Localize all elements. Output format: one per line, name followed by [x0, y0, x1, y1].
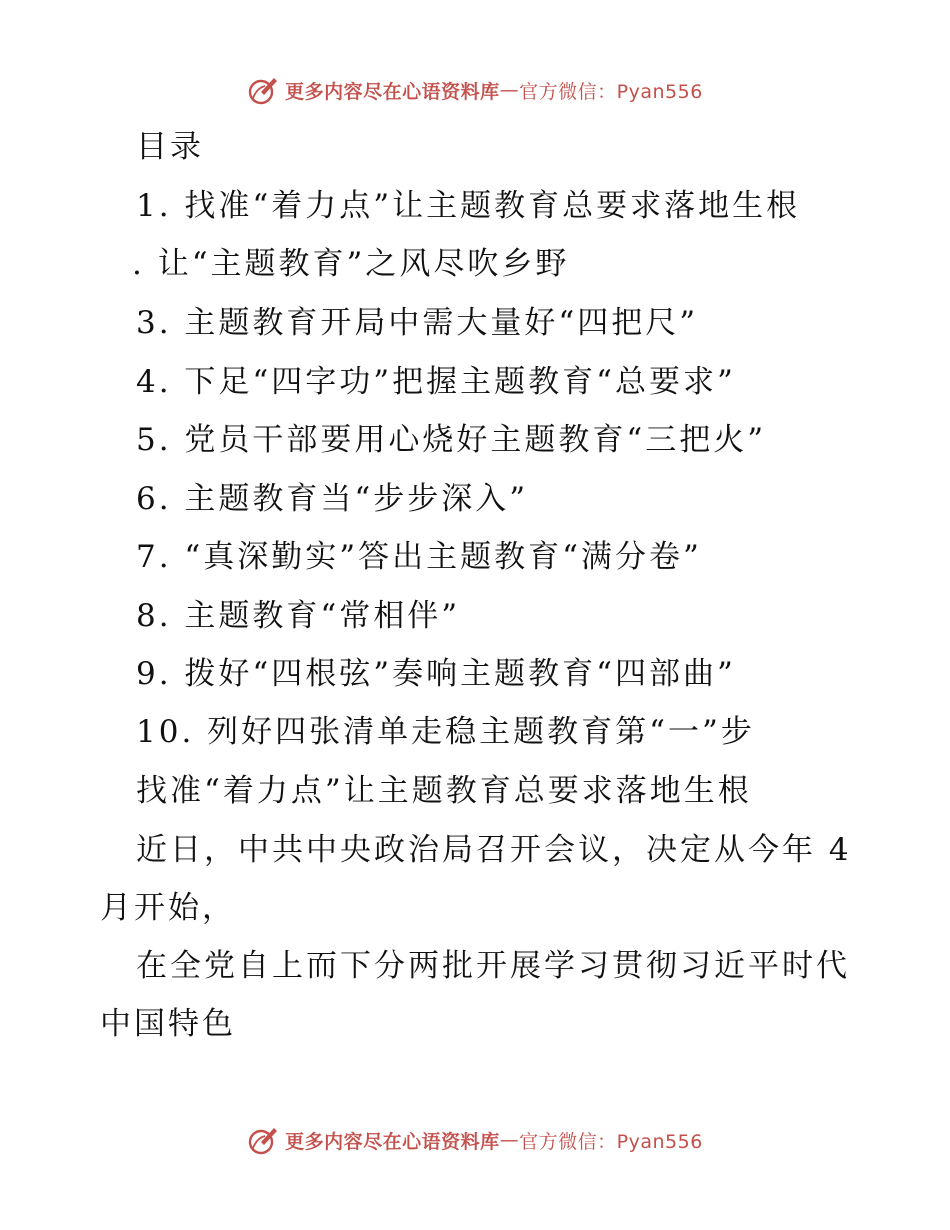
watermark-brand: 更多内容尽在心语资料库 — [285, 80, 500, 103]
paragraph-line-1: 近日，中共中央政治局召开会议，决定从今年 4 — [136, 832, 852, 868]
pen-logo-icon — [247, 74, 279, 106]
toc-item-1: 1. 找准“着力点”让主题教育总要求落地生根 — [136, 188, 801, 224]
toc-item-3: 3. 主题教育开局中需大量好“四把尺” — [136, 305, 699, 341]
watermark-brand: 更多内容尽在心语资料库 — [285, 1130, 500, 1153]
watermark-separator: — — [499, 79, 520, 101]
toc-item-5: 5. 党员干部要用心烧好主题教育“三把火” — [136, 422, 767, 458]
paragraph-line-4: 中国特色 — [100, 1006, 236, 1042]
toc-item-9: 9. 拨好“四根弦”奏响主题教育“四部曲” — [136, 656, 736, 692]
footer-watermark — [0, 1122, 950, 1158]
toc-heading: 目录 — [136, 129, 204, 165]
watermark-wechat: 官方微信：Pyan556 — [519, 80, 703, 103]
watermark-wechat: 官方微信：Pyan556 — [519, 1130, 703, 1153]
watermark-separator: — — [499, 1129, 520, 1151]
toc-item-7: 7. “真深勤实”答出主题教育“满分卷” — [136, 539, 702, 575]
toc-item-2: . 让“主题教育”之风尽吹乡野 — [132, 246, 570, 282]
header-watermark — [0, 72, 950, 108]
toc-item-10: 10. 列好四张清单走稳主题教育第“一”步 — [136, 714, 755, 750]
paragraph-line-2: 月开始， — [100, 890, 236, 926]
paragraph-line-3: 在全党自上而下分两批开展学习贯彻习近平时代 — [136, 948, 850, 984]
watermark-text — [285, 77, 703, 104]
toc-item-4: 4. 下足“四字功”把握主题教育“总要求” — [136, 364, 736, 400]
article-title: 找准“着力点”让主题教育总要求落地生根 — [136, 773, 752, 809]
pen-logo-icon — [247, 1124, 279, 1156]
watermark-text — [285, 1127, 703, 1154]
toc-item-6: 6. 主题教育当“步步深入” — [136, 481, 529, 517]
toc-item-8: 8. 主题教育“常相伴” — [136, 598, 461, 634]
